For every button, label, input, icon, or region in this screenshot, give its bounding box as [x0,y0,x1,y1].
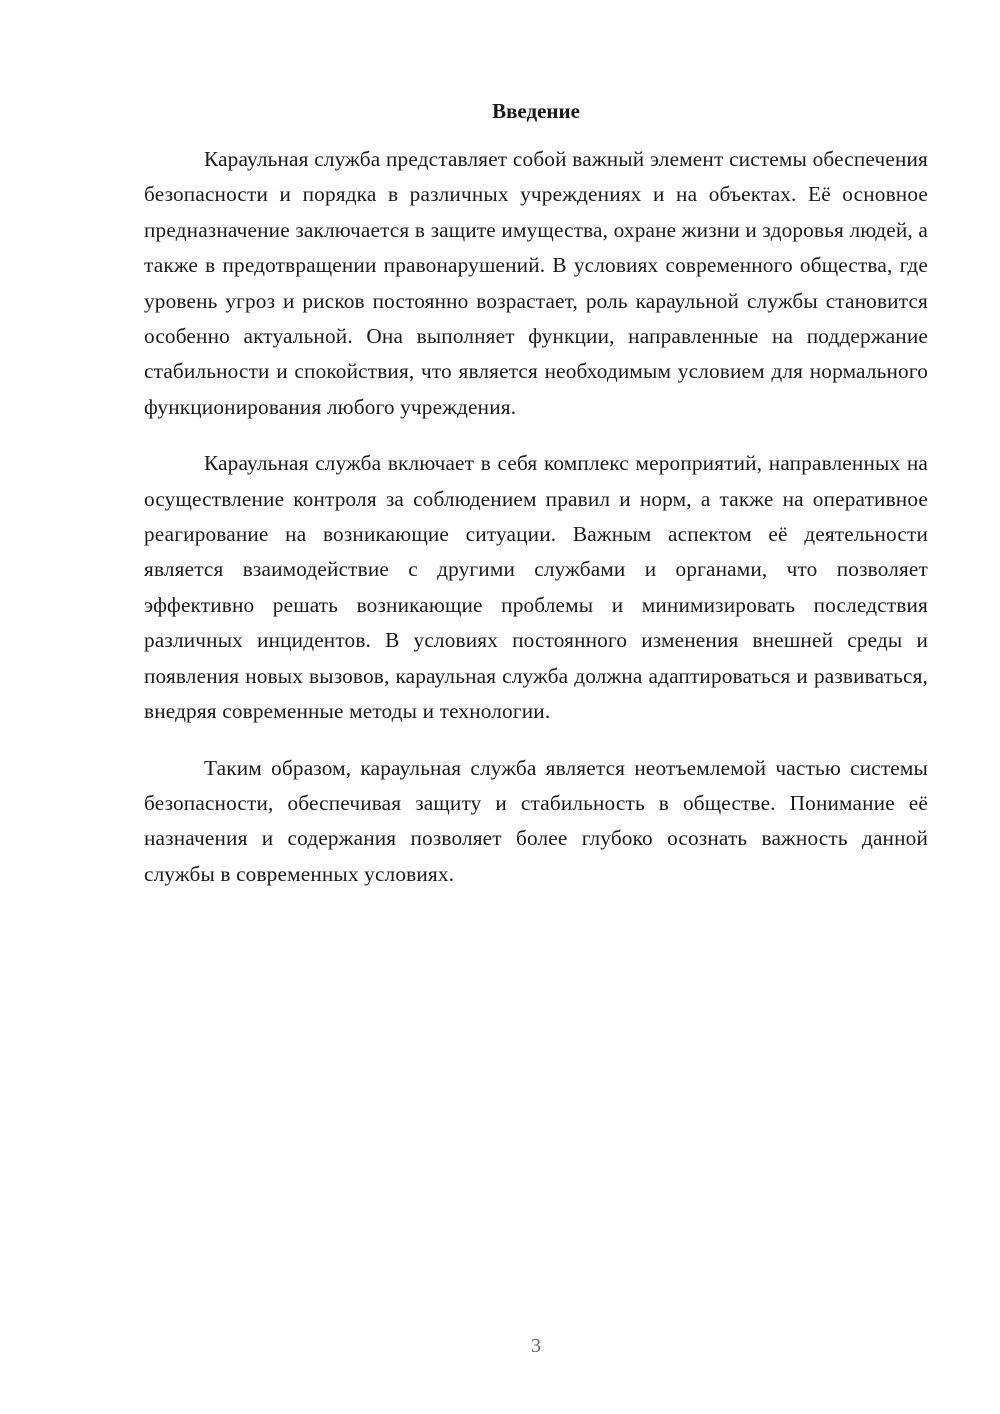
paragraph-3: Таким образом, караульная служба является неотъемлемой частью системы безопасности, обеспечивая защиту и стабильность в обществе. Понимание её назначения и содержания позволяет более глубоко осознать важность данной службы в современных условиях. [144,755,928,886]
paragraph-1: Караульная служба представляет собой важный элемент системы обеспечения безопасности и порядка в различных учреждениях и на объектах. Её основное предназначение заключается в защите имущества, охране жизни и здоровья людей, а также в предотвращении правонарушений. В условиях современного общества, где уровень угроз и рисков постоянно возрастает, роль караульной службы становится особенно актуальной. Она выполняет функции, направленные на поддержание стабильности и спокойствия, что является необходимым условием для нормального функционирования любого учреждения. [144,147,928,419]
page-title: Введение [492,99,580,123]
paragraph-2: Караульная служба включает в себя комплекс мероприятий, направленных на осуществление контроля за соблюдением правил и норм, а также на оперативное реагирование на возникающие ситуации. Важным аспектом её деятельности является взаимодействие с другими службами и органами, что позволяет эффективно решать возникающие проблемы и минимизировать последствия различных инцидентов. В условиях постоянного изменения внешней среды и появления новых вызовов, караульная служба должна адаптироваться и развиваться, внедряя современные методы и технологии. [144,451,928,724]
page-number: 3 [531,1335,541,1357]
document-body [144,142,928,913]
